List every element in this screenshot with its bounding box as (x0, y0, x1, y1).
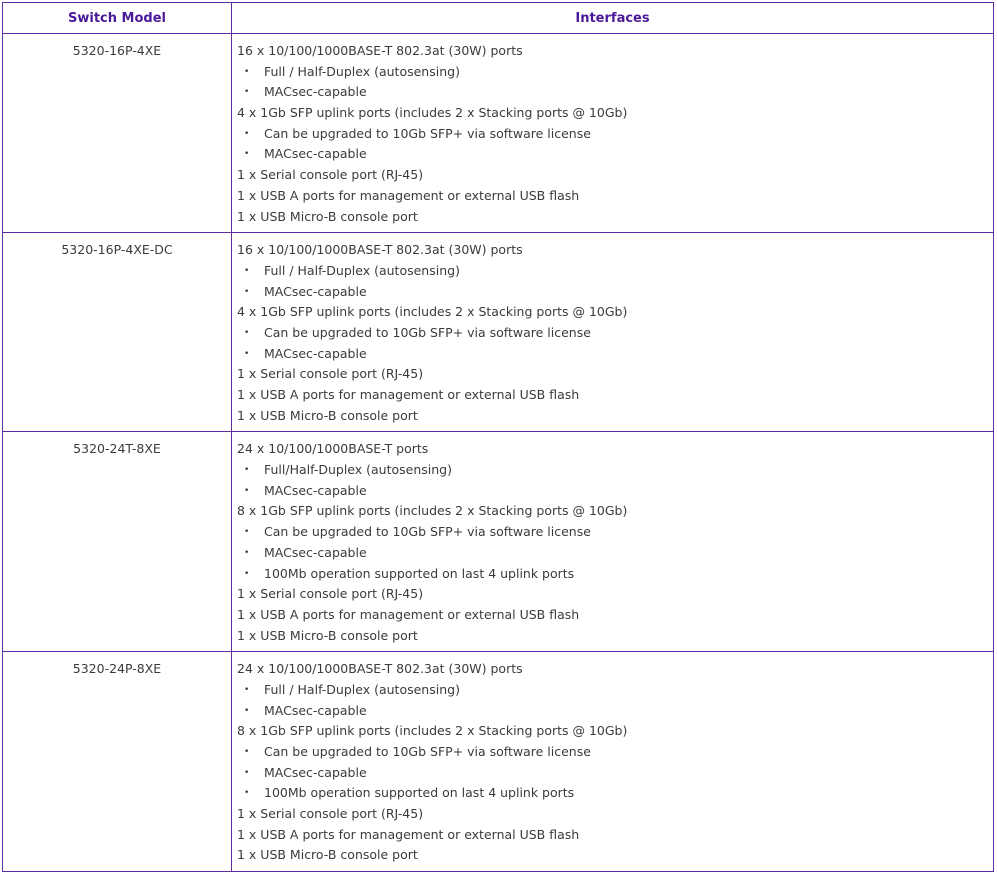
interface-sub-item (237, 82, 988, 103)
switch-interfaces-table (2, 2, 994, 872)
interface-text: MACsec-capable (264, 544, 367, 560)
interface-sub-item (237, 460, 988, 481)
table-body (3, 34, 994, 872)
interface-sub-item (237, 144, 988, 165)
bullet-icon: • (244, 149, 250, 160)
bullet-icon: • (244, 568, 250, 579)
bullet-icon: • (244, 286, 250, 297)
interface-text: 8 x 1Gb SFP uplink ports (includes 2 x Stacking ports @ 10Gb) (237, 723, 628, 739)
interface-item (237, 364, 988, 385)
bullet-icon: • (244, 747, 250, 757)
interface-text: Can be upgraded to 10Gb SFP+ via software license (264, 744, 591, 759)
header-interfaces: Interfaces (232, 3, 994, 34)
interface-text: MACsec-capable (264, 146, 367, 162)
bullet-icon: • (244, 788, 250, 799)
interface-text: MACsec-capable (264, 345, 367, 361)
interface-sub-item (237, 543, 988, 564)
interface-text: 100Mb operation supported on last 4 uplink ports (264, 565, 575, 581)
interface-text: 1 x USB Micro-B console port (237, 627, 418, 643)
interface-text: MACsec-capable (264, 482, 367, 498)
interface-text: 1 x USB A ports for management or external USB flash (237, 187, 580, 203)
interface-item (237, 207, 988, 228)
interface-item (237, 240, 988, 261)
interface-text: Can be upgraded to 10Gb SFP+ via software license (264, 524, 591, 540)
interface-text: Full / Half-Duplex (autosensing) (264, 63, 460, 79)
interface-item (237, 825, 988, 846)
switch-model-cell: 5320-24T-8XE (3, 432, 232, 652)
interface-text: MACsec-capable (264, 702, 367, 718)
table-row (3, 233, 994, 432)
interface-text: 1 x Serial console port (RJ-45) (237, 366, 424, 382)
bullet-icon: • (244, 265, 250, 276)
table-row (3, 34, 994, 233)
interface-item (237, 659, 988, 680)
interface-text: 16 x 10/100/1000BASE-T 802.3at (30W) ports (237, 242, 523, 258)
interface-sub-item (237, 742, 988, 763)
interface-text: 4 x 1Gb SFP uplink ports (includes 2 x Stacking ports @ 10Gb) (237, 105, 628, 121)
interface-item (237, 721, 988, 742)
interface-text: MACsec-capable (264, 283, 367, 299)
bullet-icon: • (244, 66, 250, 77)
switch-model-cell: 5320-16P-4XE (3, 34, 232, 233)
interface-text: MACsec-capable (264, 764, 367, 780)
interface-text: 1 x Serial console port (RJ-45) (237, 806, 424, 822)
bullet-icon: • (244, 327, 250, 338)
bullet-icon: • (244, 485, 250, 496)
interface-sub-item (237, 564, 988, 585)
interface-item (237, 439, 988, 460)
interface-item (237, 165, 988, 186)
interface-text: 1 x Serial console port (RJ-45) (237, 586, 424, 602)
interface-text: Full / Half-Duplex (autosensing) (264, 262, 460, 278)
bullet-icon: • (244, 465, 250, 476)
interface-sub-item (237, 344, 988, 365)
interface-sub-item (237, 124, 988, 145)
interface-sub-item (237, 62, 988, 83)
interface-item (237, 845, 988, 866)
switch-model-cell: 5320-16P-4XE-DC (3, 233, 232, 432)
interfaces-cell (232, 432, 994, 652)
interface-item (237, 186, 988, 207)
switch-model-cell: 5320-24P-8XE (3, 652, 232, 872)
interface-text: Can be upgraded to 10Gb SFP+ via software license (264, 125, 591, 141)
interface-sub-item (237, 680, 988, 701)
table-row (3, 432, 994, 652)
interface-sub-item (237, 701, 988, 722)
bullet-icon: • (244, 547, 250, 558)
interface-item (237, 626, 988, 647)
interface-sub-item (237, 323, 988, 344)
interface-text: 1 x USB A ports for management or external USB flash (237, 826, 580, 842)
bullet-icon: • (244, 705, 250, 716)
interface-item (237, 584, 988, 605)
table-header-row (3, 3, 994, 34)
header-switch-model: Switch Model (3, 3, 232, 34)
interface-text: 1 x USB A ports for management or external USB flash (237, 606, 580, 622)
interface-item (237, 804, 988, 825)
table-row (3, 652, 994, 872)
interface-text: Full / Half-Duplex (autosensing) (264, 681, 460, 697)
bullet-icon: • (244, 87, 250, 98)
interfaces-cell (232, 34, 994, 233)
interface-text: Full/Half-Duplex (autosensing) (264, 462, 452, 478)
interface-text: 8 x 1Gb SFP uplink ports (includes 2 x Stacking ports @ 10Gb) (237, 503, 628, 519)
interface-item (237, 302, 988, 323)
interface-text: 1 x USB Micro-B console port (237, 847, 418, 863)
interface-text: MACsec-capable (264, 84, 367, 100)
interface-text: 16 x 10/100/1000BASE-T 802.3at (30W) ports (237, 43, 523, 58)
bullet-icon: • (244, 767, 250, 778)
interface-text: Can be upgraded to 10Gb SFP+ via software license (264, 324, 591, 340)
bullet-icon: • (244, 128, 250, 139)
interface-text: 4 x 1Gb SFP uplink ports (includes 2 x Stacking ports @ 10Gb) (237, 304, 628, 320)
bullet-icon: • (244, 527, 250, 538)
interfaces-cell (232, 652, 994, 872)
interface-text: 100Mb operation supported on last 4 uplink ports (264, 785, 575, 801)
interface-item (237, 41, 988, 62)
interface-item (237, 501, 988, 522)
interface-item (237, 385, 988, 406)
interface-sub-item (237, 282, 988, 303)
interface-text: 24 x 10/100/1000BASE-T 802.3at (30W) ports (237, 661, 523, 677)
interface-text: 24 x 10/100/1000BASE-T ports (237, 441, 429, 457)
interface-text: 1 x USB Micro-B console port (237, 208, 418, 224)
interface-text: 1 x Serial console port (RJ-45) (237, 167, 424, 183)
interface-text: 1 x USB A ports for management or external USB flash (237, 387, 580, 402)
bullet-icon: • (244, 348, 250, 359)
interfaces-cell (232, 233, 994, 432)
interface-sub-item (237, 783, 988, 804)
interface-sub-item (237, 481, 988, 502)
interface-sub-item (237, 522, 988, 543)
interface-sub-item (237, 261, 988, 282)
interface-item (237, 103, 988, 124)
interface-text: 1 x USB Micro-B console port (237, 407, 418, 423)
interface-item (237, 605, 988, 626)
interface-item (237, 406, 988, 427)
bullet-icon: • (244, 684, 250, 695)
interface-sub-item (237, 763, 988, 784)
